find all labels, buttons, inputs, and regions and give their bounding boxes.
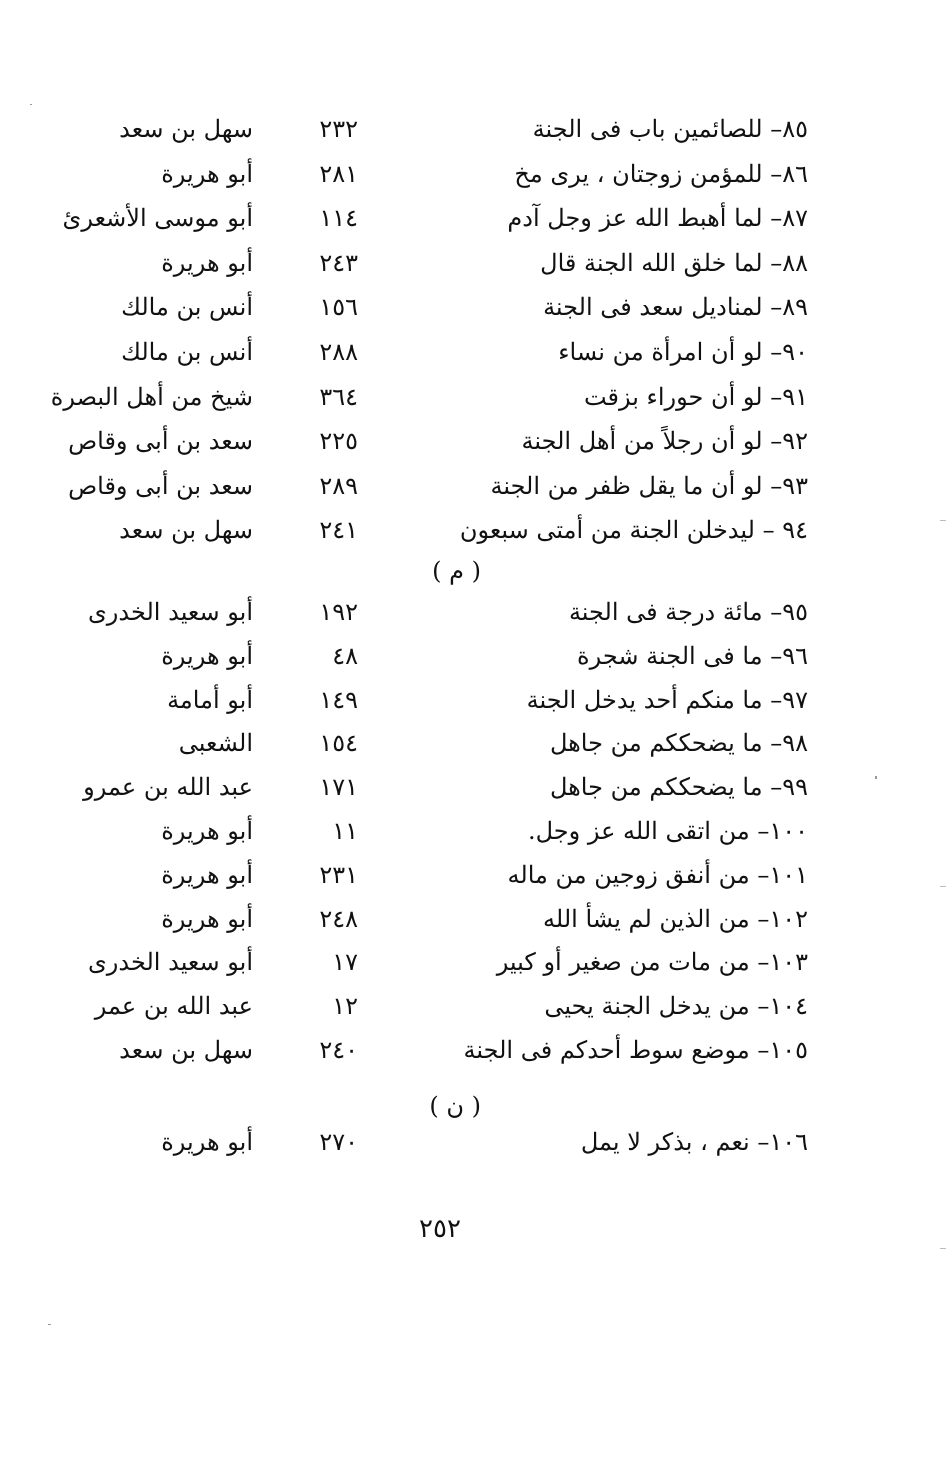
index-row xyxy=(0,984,948,1028)
hadith-opening-text: ٩٤ – ليدخلن الجنة من أمتى سبعون xyxy=(459,516,808,545)
page-reference: ٢٨٩ xyxy=(319,471,358,500)
page-reference: ٣٦٤ xyxy=(319,382,358,411)
narrator-name: عبد الله بن عمرو xyxy=(83,773,253,802)
index-row xyxy=(0,375,948,419)
page-reference: ٢٤٣ xyxy=(319,248,358,277)
page-number: ٢٥٢ xyxy=(419,1214,461,1244)
index-row xyxy=(0,1120,948,1164)
page-reference: ٢٤١ xyxy=(319,516,358,545)
page-reference: ٢٧٠ xyxy=(319,1128,358,1156)
hadith-opening-text: ٩٠– لو أن امرأة من نساء xyxy=(558,338,808,366)
page-reference: ١٤٩ xyxy=(319,685,358,714)
page-reference: ١١ xyxy=(332,817,358,845)
narrator-name: أبو هريرة xyxy=(161,159,253,188)
hadith-opening-text: ١٠٠– من اتقى الله عز وجل. xyxy=(527,817,808,845)
page-reference: ١١٤ xyxy=(319,204,358,233)
narrator-name: الشعبى xyxy=(178,729,253,758)
hadith-opening-text: ٨٥– للصائمين باب فى الجنة xyxy=(532,115,808,143)
index-row xyxy=(0,634,948,678)
narrator-name: سهل بن سعد xyxy=(119,115,253,143)
hadith-opening-text: ١٠٢– من الذين لم يشأ الله xyxy=(543,904,808,933)
index-row xyxy=(0,464,948,508)
narrator-name: سهل بن سعد xyxy=(119,516,253,545)
index-row xyxy=(0,419,948,463)
scan-edge-mark xyxy=(940,1248,946,1249)
section-heading-label: ( م ) xyxy=(432,557,481,585)
hadith-opening-text: ١٠٣– من مات من صغير أو كبير xyxy=(496,948,808,977)
page-reference: ٢٨١ xyxy=(319,159,358,188)
narrator-name: سهل بن سعد xyxy=(119,1036,253,1064)
narrator-name: أبو هريرة xyxy=(161,641,253,670)
index-row xyxy=(0,330,948,374)
narrator-name: أبو أمامة xyxy=(167,685,253,714)
narrator-name: أنس بن مالك xyxy=(121,338,253,366)
narrator-name: أنس بن مالك xyxy=(121,293,253,322)
scan-edge-mark xyxy=(940,886,946,887)
section-heading-label: ( ن ) xyxy=(429,1092,481,1120)
hadith-opening-text: ٨٨– لما خلق الله الجنة قال xyxy=(540,248,808,277)
narrator-name: أبو هريرة xyxy=(161,248,253,277)
page-reference: ١٥٤ xyxy=(319,729,358,758)
narrator-name: أبو هريرة xyxy=(161,860,253,889)
index-row xyxy=(0,196,948,240)
scan-edge-mark xyxy=(940,520,946,521)
index-row xyxy=(0,152,948,196)
narrator-name: عبد الله بن عمر xyxy=(94,992,253,1021)
page-reference: ٢٢٥ xyxy=(319,427,358,456)
narrator-name: أبو هريرة xyxy=(161,1128,253,1156)
narrator-name: سعد بن أبى وقاص xyxy=(68,471,253,500)
hadith-opening-text: ٩٣– لو أن ما يقل ظفر من الجنة xyxy=(490,471,808,500)
hadith-opening-text: ٩٧– ما منكم أحد يدخل الجنة xyxy=(526,685,808,714)
hadith-opening-text: ١٠١– من أنفق زوجين من ماله xyxy=(507,860,808,889)
hadith-opening-text: ٨٩– لمناديل سعد فى الجنة xyxy=(543,293,808,322)
hadith-opening-text: ٩٥– مائة درجة فى الجنة xyxy=(568,598,808,626)
index-row xyxy=(0,809,948,853)
scan-speck xyxy=(48,1324,51,1325)
page-reference: ٢٣١ xyxy=(319,860,358,889)
hadith-opening-text: ٩٦– ما فى الجنة شجرة xyxy=(577,641,808,670)
page-reference: ٢٨٨ xyxy=(319,338,358,366)
hadith-opening-text: ٩٢– لو أن رجلاً من أهل الجنة xyxy=(521,427,808,456)
narrator-name: أبو هريرة xyxy=(161,904,253,933)
page-reference: ١٧ xyxy=(332,948,358,977)
hadith-opening-text: ١٠٤– من يدخل الجنة يحيى xyxy=(544,992,808,1021)
page-reference: ١٥٦ xyxy=(319,293,358,322)
page-reference: ١٧١ xyxy=(319,773,358,802)
narrator-name: أبو هريرة xyxy=(161,817,253,845)
index-row xyxy=(0,765,948,809)
index-row xyxy=(0,1028,948,1072)
index-row xyxy=(0,508,948,552)
narrator-name: أبو سعيد الخدرى xyxy=(88,948,253,977)
page-reference: ٤٨ xyxy=(332,641,358,670)
index-row xyxy=(0,241,948,285)
index-row xyxy=(0,897,948,941)
narrator-name: أبو موسى الأشعرئ xyxy=(62,204,253,233)
scan-speck xyxy=(875,776,877,779)
hadith-opening-text: ١٠٦– نعم ، بذكر لا يمل xyxy=(580,1128,808,1156)
hadith-opening-text: ٩٨– ما يضحككم من جاهل xyxy=(549,729,808,758)
narrator-name: أبو سعيد الخدرى xyxy=(88,598,253,626)
narrator-name: شيخ من أهل البصرة xyxy=(50,382,253,411)
hadith-opening-text: ٨٦– للمؤمن زوجتان ، يرى مخ xyxy=(514,159,808,188)
page-reference: ٢٤٠ xyxy=(319,1036,358,1064)
page-reference: ١٢ xyxy=(332,992,358,1021)
hadith-opening-text: ٩١– لو أن حوراء بزقت xyxy=(583,382,808,411)
index-row xyxy=(0,107,948,151)
index-row xyxy=(0,721,948,765)
hadith-opening-text: ١٠٥– موضع سوط أحدكم فى الجنة xyxy=(463,1036,808,1064)
narrator-name: سعد بن أبى وقاص xyxy=(68,427,253,456)
index-row xyxy=(0,590,948,634)
index-row xyxy=(0,853,948,897)
index-row xyxy=(0,678,948,722)
index-row xyxy=(0,940,948,984)
section-heading xyxy=(0,551,948,591)
page-reference: ٢٤٨ xyxy=(319,904,358,933)
index-row xyxy=(0,285,948,329)
page-reference: ١٩٢ xyxy=(319,598,358,626)
page-reference: ٢٣٢ xyxy=(319,115,358,143)
scan-speck xyxy=(30,104,32,105)
hadith-opening-text: ٩٩– ما يضحككم من جاهل xyxy=(549,773,808,802)
hadith-opening-text: ٨٧– لما أهبط الله عز وجل آدم xyxy=(507,204,808,233)
